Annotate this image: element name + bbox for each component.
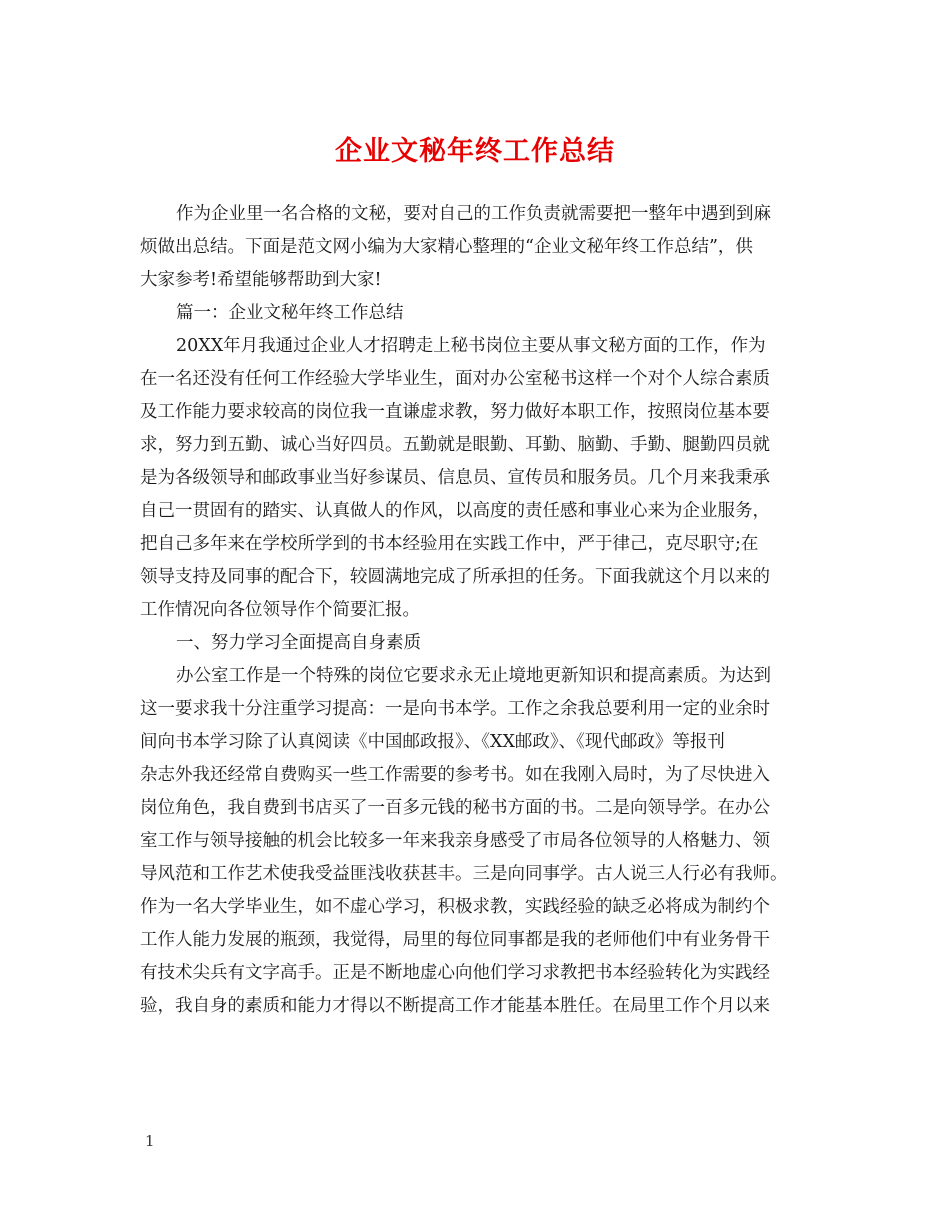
paragraph-line: 办公室工作是一个特殊的岗位它要求永无止境地更新知识和提高素质。为达到 xyxy=(176,666,771,686)
paragraph-line: 求，努力到五勤、诚心当好四员。五勤就是眼勤、耳勤、脑勤、手勤、腿勤四员就 xyxy=(140,435,770,455)
page-number: 1 xyxy=(145,1132,155,1150)
paragraph-line: 作为一名大学毕业生，如不虚心学习，积极求教，实践经验的缺乏必将成为制约个 xyxy=(140,897,770,917)
section-heading: 篇一：企业文秘年终工作总结 xyxy=(176,303,404,323)
paragraph-line: 工作情况向各位领导作个简要汇报。 xyxy=(140,600,420,620)
section-heading: 一、努力学习全面提高自身素质 xyxy=(176,633,421,653)
paragraph-line: 有技术尖兵有文字高手。正是不断地虚心向他们学习求教把书本经验转化为实践经 xyxy=(140,963,770,983)
paragraph-line: 领导支持及同事的配合下，较圆满地完成了所承担的任务。下面我就这个月以来的 xyxy=(140,567,770,587)
paragraph-line: 工作人能力发展的瓶颈，我觉得，局里的每位同事都是我的老师他们中有业务骨干 xyxy=(140,930,770,950)
paragraph-line: 在一名还没有任何工作经验大学毕业生，面对办公室秘书这样一个对个人综合素质 xyxy=(140,369,770,389)
document-body xyxy=(140,198,830,1023)
paragraph-line: 导风范和工作艺术使我受益匪浅收获甚丰。三是向同事学。古人说三人行必有我师。 xyxy=(140,864,788,884)
paragraph-line: 岗位角色，我自费到书店买了一百多元钱的秘书方面的书。二是向领导学。在办公 xyxy=(140,798,770,818)
paragraph-line: 及工作能力要求较高的岗位我一直谦虚求教，努力做好本职工作，按照岗位基本要 xyxy=(140,402,770,422)
paragraph-line: 杂志外我还经常自费购买一些工作需要的参考书。如在我刚入局时，为了尽快进入 xyxy=(140,765,770,785)
paragraph-line: 这一要求我十分注重学习提高：一是向书本学。工作之余我总要利用一定的业余时 xyxy=(140,699,770,719)
page-title: 企业文秘年终工作总结 xyxy=(335,136,615,167)
paragraph-line: 自己一贯固有的踏实、认真做人的作风，以高度的责任感和事业心来为企业服务， xyxy=(140,501,770,521)
paragraph-line: 间向书本学习除了认真阅读《中国邮政报》、《XX邮政》、《现代邮政》等报刊 xyxy=(140,732,725,752)
paragraph-line: 作为企业里一名合格的文秘，要对自己的工作负责就需要把一整年中遇到到麻 xyxy=(176,204,771,224)
paragraph-line: 室工作与领导接触的机会比较多一年来我亲身感受了市局各位领导的人格魅力、领 xyxy=(140,831,770,851)
paragraph-line: 20XX年月我通过企业人才招聘走上秘书岗位主要从事文秘方面的工作，作为 xyxy=(176,336,766,356)
paragraph-line: 烦做出总结。下面是范文网小编为大家精心整理的“企业文秘年终工作总结”，供 xyxy=(140,237,753,257)
paragraph-line: 大家参考!希望能够帮助到大家! xyxy=(140,270,382,290)
paragraph-line: 把自己多年来在学校所学到的书本经验用在实践工作中，严于律己，克尽职守;在 xyxy=(140,534,759,554)
paragraph-line: 验，我自身的素质和能力才得以不断提高工作才能基本胜任。在局里工作个月以来 xyxy=(140,996,770,1016)
paragraph-line: 是为各级领导和邮政事业当好参谋员、信息员、宣传员和服务员。几个月来我秉承 xyxy=(140,468,770,488)
